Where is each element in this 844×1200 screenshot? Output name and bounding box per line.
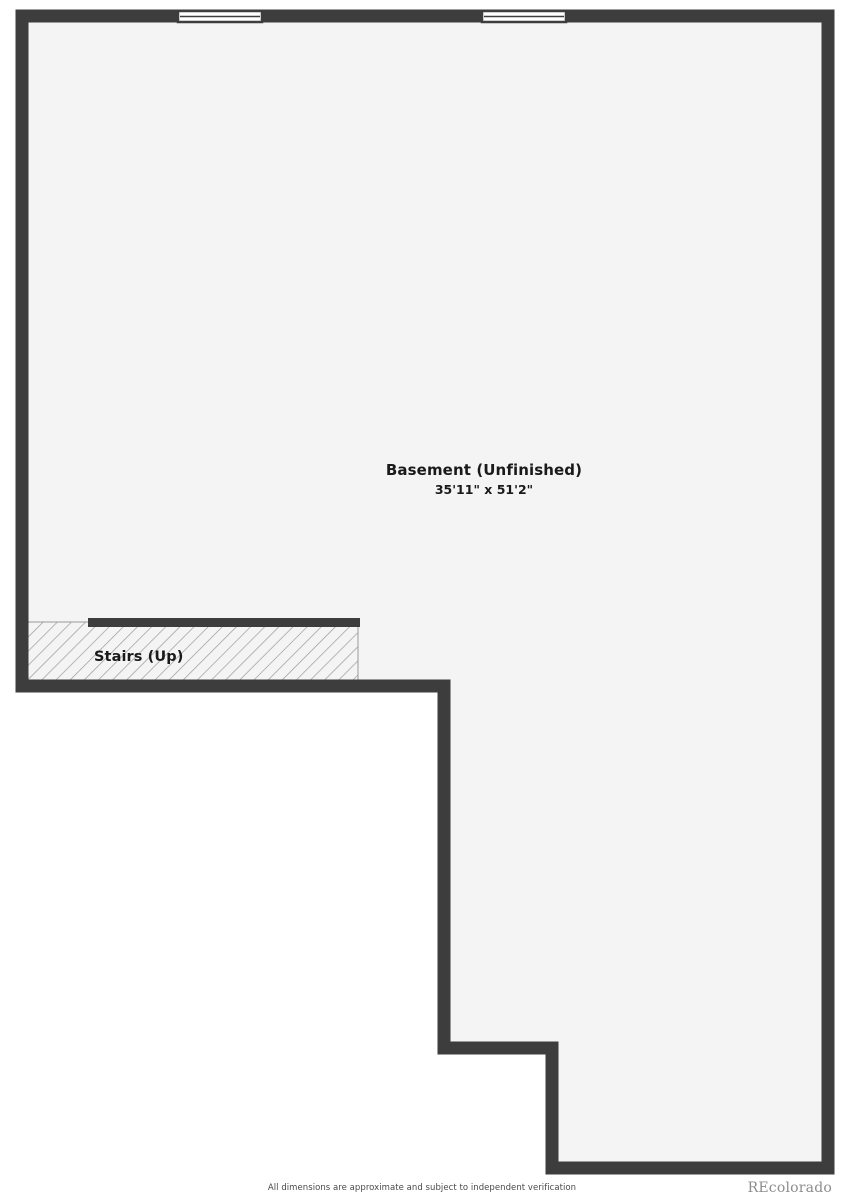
room-label-stairs <box>40 648 240 666</box>
basement-floor-area <box>22 16 828 1168</box>
room-name-stairs: Stairs (Up) <box>94 649 184 665</box>
disclaimer-text: All dimensions are approximate and subject to independent verification <box>267 1183 577 1193</box>
watermark-recolorado: REcolorado <box>747 1180 832 1196</box>
room-name-basement: Basement (Unfinished) <box>385 461 583 479</box>
interior-wall-stairs <box>88 618 360 627</box>
room-dimensions-basement: 35'11" x 51'2" <box>434 482 534 497</box>
room-label-basement <box>282 461 686 498</box>
window-top-right <box>482 11 566 22</box>
window-top-left <box>178 11 262 22</box>
